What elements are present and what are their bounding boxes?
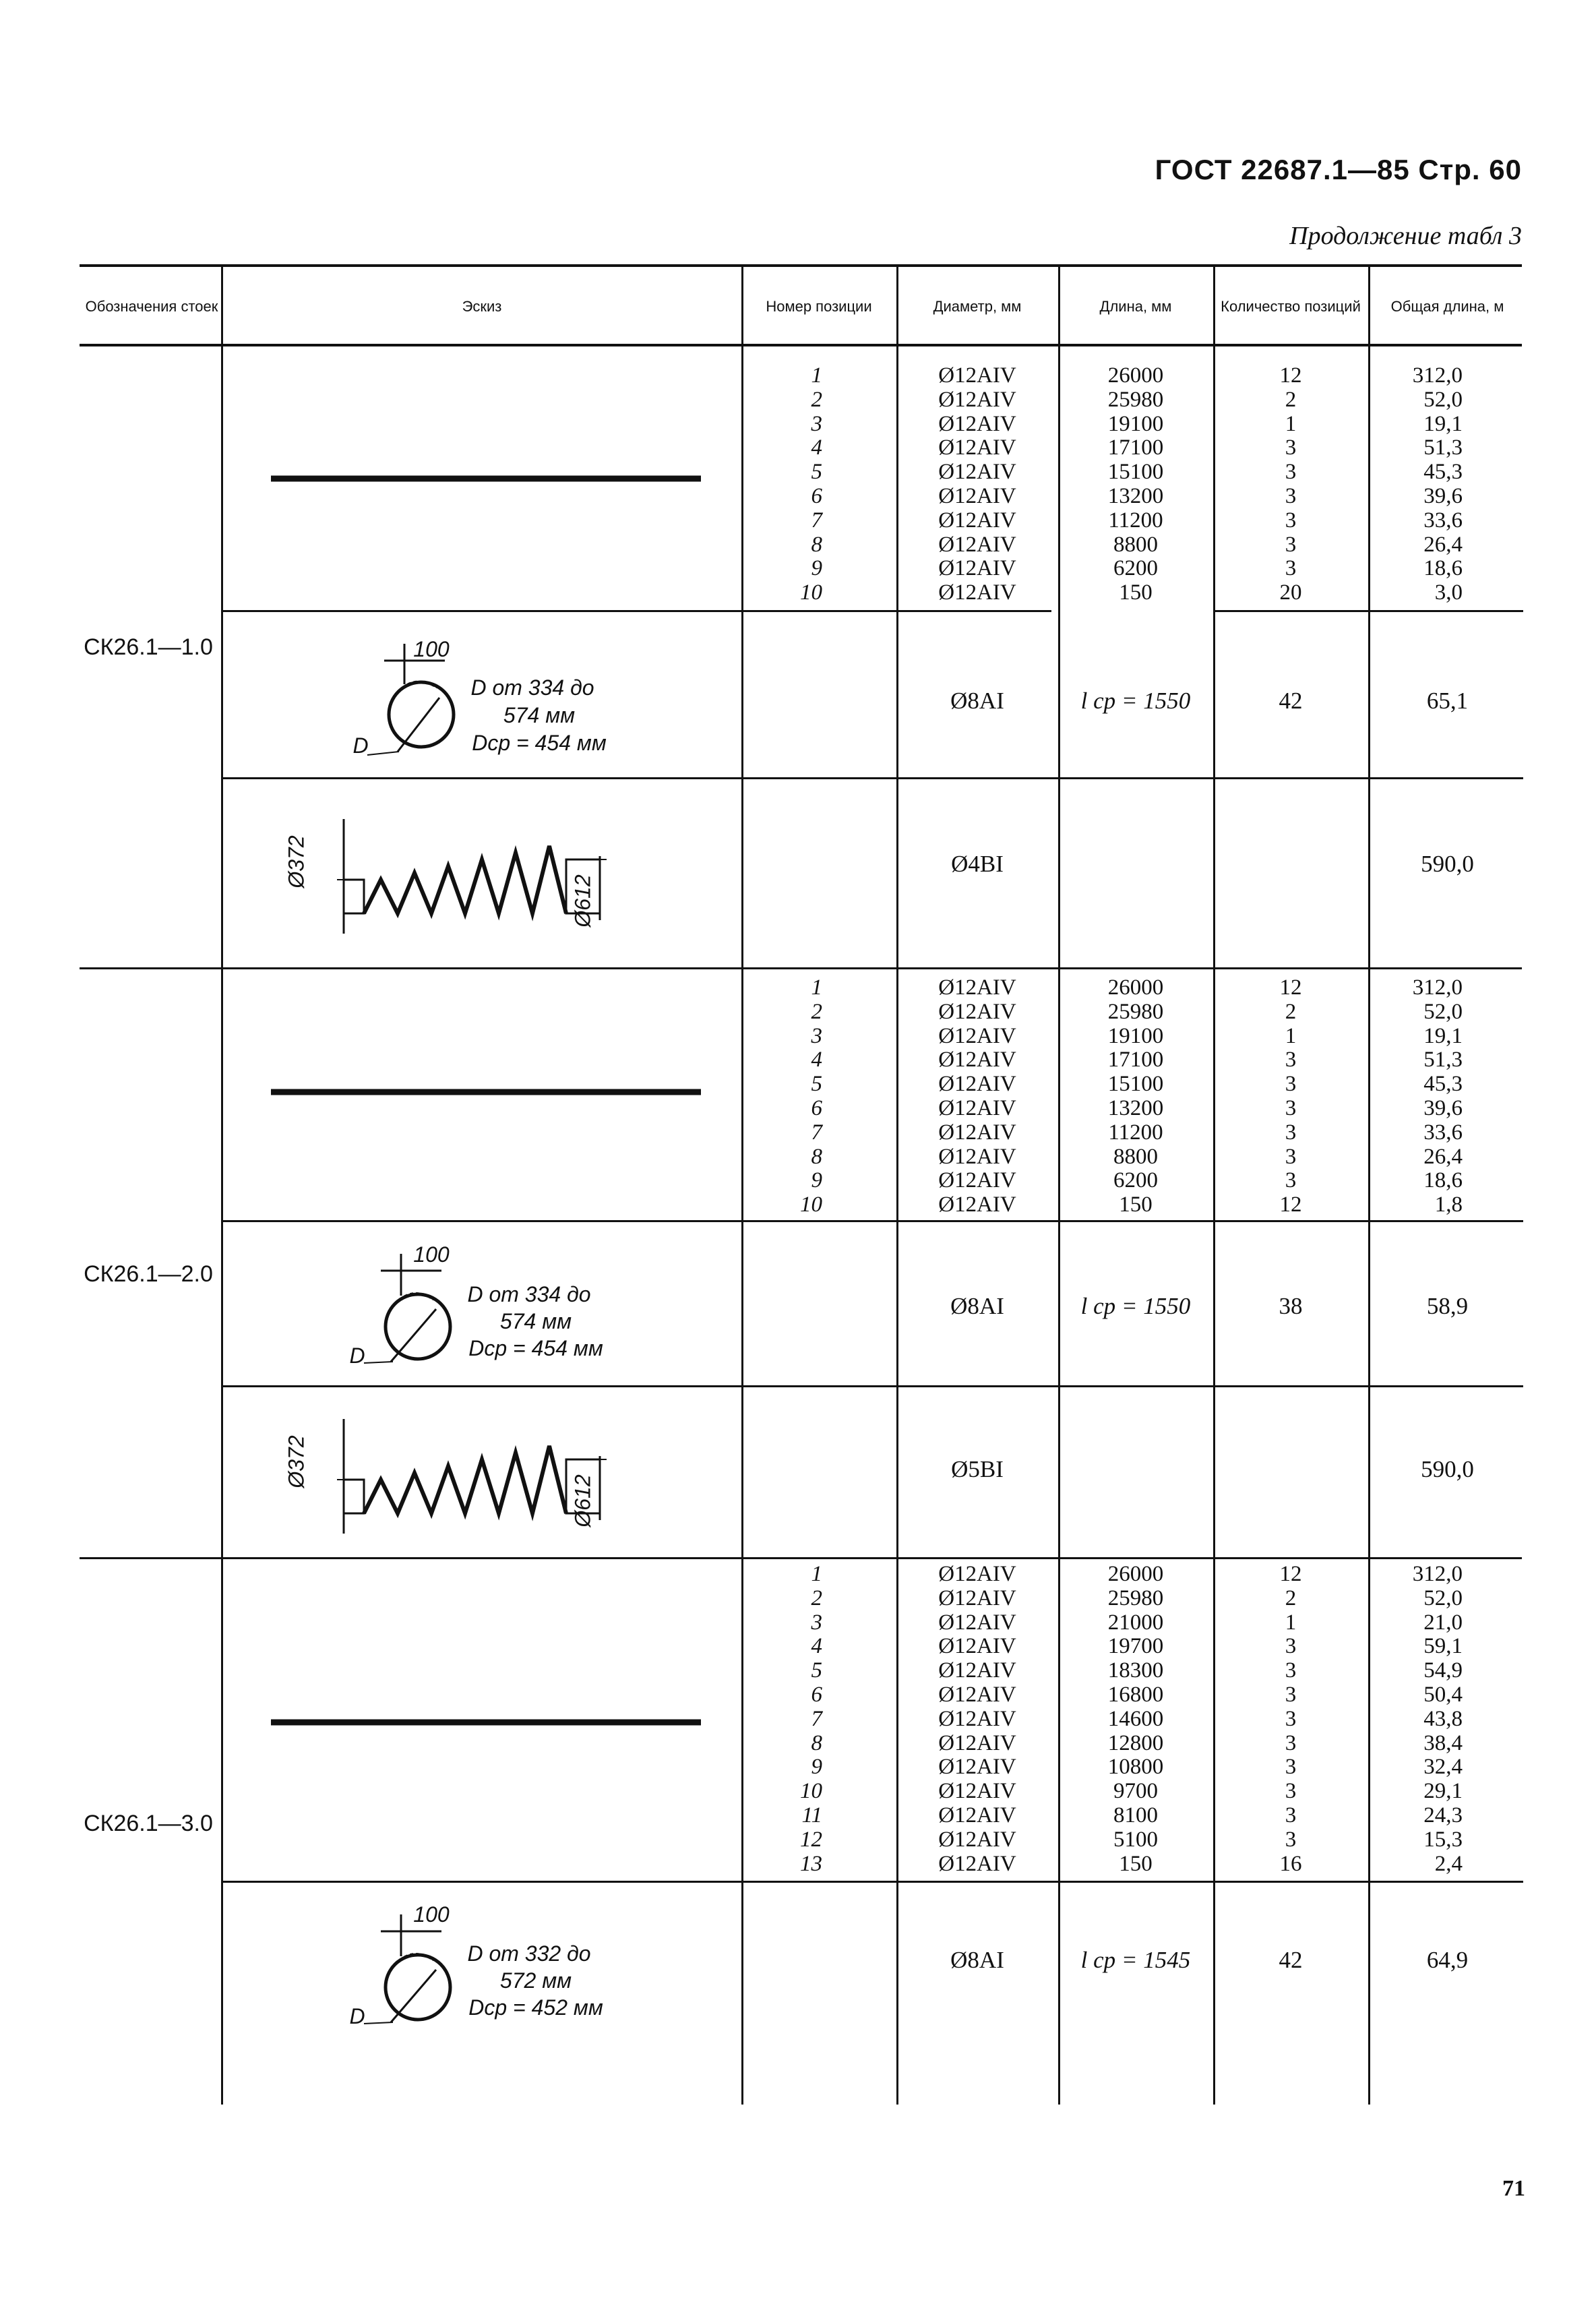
section2-totals: 312,0 52,0 19,1 51,3 45,3 39,6 33,6 26,4 18,6 1,8 (1412, 975, 1463, 1217)
section1-ring-diameter: Ø8AI (950, 688, 1004, 714)
section2-positions: 1 2 3 4 5 6 7 8 9 10 (800, 975, 822, 1217)
section3-counts: 12 2 1 3 3 3 3 3 3 3 3 3 16 (1279, 1562, 1302, 1876)
section2-ring-label-dim: 100 (413, 1242, 450, 1267)
section2-ring-total: 58,9 (1426, 1293, 1469, 1319)
section1-spiral-label-right: Ø612 (570, 874, 595, 928)
section3-bar-sketch (270, 1716, 708, 1729)
section2-diameters: Ø12AIV Ø12AIV Ø12AIV Ø12AIV Ø12AIV Ø12AIV Ø12AIV Ø12AIV Ø12AIV Ø12AIV (938, 975, 1016, 1217)
section1-ring-total: 65,1 (1426, 688, 1469, 714)
section1-ring-label-dim: 100 (413, 637, 450, 661)
section2-spiral-label-right: Ø612 (570, 1474, 595, 1528)
section3-diameters: Ø12AIV Ø12AIV Ø12AIV Ø12AIV Ø12AIV Ø12AIV Ø12AIV Ø12AIV Ø12AIV Ø12AIV Ø12AIV Ø12AIV Ø12AIV (938, 1562, 1016, 1876)
section3-ring-total: 64,9 (1426, 1947, 1469, 1973)
column-header-sketch: Эскиз (462, 298, 502, 315)
column-header-length: Длина, мм (1099, 298, 1172, 315)
section3-positions: 1 2 3 4 5 6 7 8 9 10 11 12 13 (800, 1562, 822, 1876)
column-header-designation: Обозначения стоек (85, 298, 218, 315)
column-header-count: Количество позиций (1221, 298, 1361, 315)
section2-lengths: 26000 25980 19100 17100 15100 13200 11200 8800 6200 150 (1107, 975, 1164, 1217)
section2-ring-label-d: D (349, 1343, 365, 1368)
column-divider-5 (1213, 264, 1215, 2105)
section1-diameters: Ø12AIV Ø12AIV Ø12AIV Ø12AIV Ø12AIV Ø12AIV Ø12AIV Ø12AIV Ø12AIV Ø12AIV (938, 363, 1016, 605)
section3-lengths: 26000 25980 21000 19700 18300 16800 14600 12800 10800 9700 8100 5100 150 (1107, 1562, 1164, 1876)
section2-ring-label-range: D от 334 до (467, 1282, 591, 1306)
section-divider-1 (80, 967, 1522, 969)
section1-ring-count: 42 (1279, 688, 1303, 714)
section1-ring-label-avg: Dср = 454 мм (472, 731, 607, 755)
section1-rule-b (1213, 610, 1523, 612)
section1-spiral-diameter: Ø4BI (951, 851, 1004, 877)
column-header-position: Номер позиции (766, 298, 872, 315)
section3-rule-a (222, 1881, 1523, 1883)
section1-bar-sketch (270, 472, 708, 485)
section1-lengths: 26000 25980 19100 17100 15100 13200 11200 8800 6200 150 (1107, 363, 1164, 605)
column-header-total: Общая длина, м (1390, 298, 1504, 315)
column-divider-3 (896, 264, 898, 2105)
column-divider-2 (741, 264, 743, 2105)
section2-ring-length: l ср = 1550 (1080, 1293, 1191, 1319)
section1-rule-c (222, 777, 1523, 779)
section3-totals: 312,0 52,0 21,0 59,1 54,9 50,4 43,8 38,4 32,4 29,1 24,3 15,3 2,4 (1412, 1562, 1463, 1876)
section2-rule-b (222, 1385, 1523, 1387)
section2-ring-count: 38 (1279, 1293, 1303, 1319)
column-divider-6 (1368, 264, 1370, 2105)
section2-spiral-total: 590,0 (1421, 1456, 1474, 1482)
section1-designation: СК26.1—1.0 (84, 634, 213, 660)
section2-ring-label-avg: Dср = 454 мм (468, 1336, 603, 1360)
section1-ring-label-range2: 574 мм (503, 703, 576, 727)
section2-spiral-sketch (317, 1405, 667, 1534)
section2-counts: 12 2 1 3 3 3 3 3 3 12 (1279, 975, 1302, 1217)
section3-ring-label-dim: 100 (413, 1902, 450, 1927)
section1-totals: 312,0 52,0 19,1 51,3 45,3 39,6 33,6 26,4 18,6 3,0 (1412, 363, 1463, 605)
section3-designation: СК26.1—3.0 (84, 1811, 213, 1836)
section2-rule-a (222, 1220, 1523, 1222)
section1-spiral-label-left: Ø372 (284, 835, 309, 888)
section2-spiral-label-left: Ø372 (284, 1435, 309, 1488)
column-divider-4 (1058, 264, 1060, 2105)
section1-spiral-total: 590,0 (1421, 851, 1474, 877)
section1-ring-label-d: D (352, 733, 369, 758)
section3-ring-label-d: D (349, 2004, 365, 2028)
section3-ring-diameter: Ø8AI (950, 1947, 1004, 1973)
section1-rule-a (222, 610, 1051, 612)
section2-ring-label-range2: 574 мм (499, 1309, 572, 1333)
table-continuation-label: Продолжение табл 3 (1289, 222, 1522, 250)
section2-designation: СК26.1—2.0 (84, 1261, 213, 1287)
section1-ring-label-range: D от 334 до (470, 675, 594, 700)
section1-counts: 12 2 1 3 3 3 3 3 3 20 (1279, 363, 1302, 605)
section1-spiral-sketch (317, 806, 667, 934)
page-number: 71 (1502, 2176, 1525, 2201)
section2-bar-sketch (270, 1085, 708, 1099)
column-header-diameter: Диаметр, мм (933, 298, 1022, 315)
section3-ring-length: l ср = 1545 (1080, 1947, 1191, 1973)
section-divider-2 (80, 1557, 1522, 1559)
section1-ring-length: l ср = 1550 (1080, 688, 1191, 714)
section3-ring-label-avg: Dср = 452 мм (468, 1995, 603, 2020)
section3-ring-label-range: D от 332 до (467, 1941, 591, 1966)
section2-spiral-diameter: Ø5BI (951, 1456, 1004, 1482)
section3-ring-count: 42 (1279, 1947, 1303, 1973)
document-header-title: ГОСТ 22687.1—85 Стр. 60 (1155, 154, 1522, 185)
section3-ring-label-range2: 572 мм (499, 1968, 572, 1993)
section1-positions: 1 2 3 4 5 6 7 8 9 10 (800, 363, 822, 605)
section2-ring-diameter: Ø8AI (950, 1293, 1004, 1319)
